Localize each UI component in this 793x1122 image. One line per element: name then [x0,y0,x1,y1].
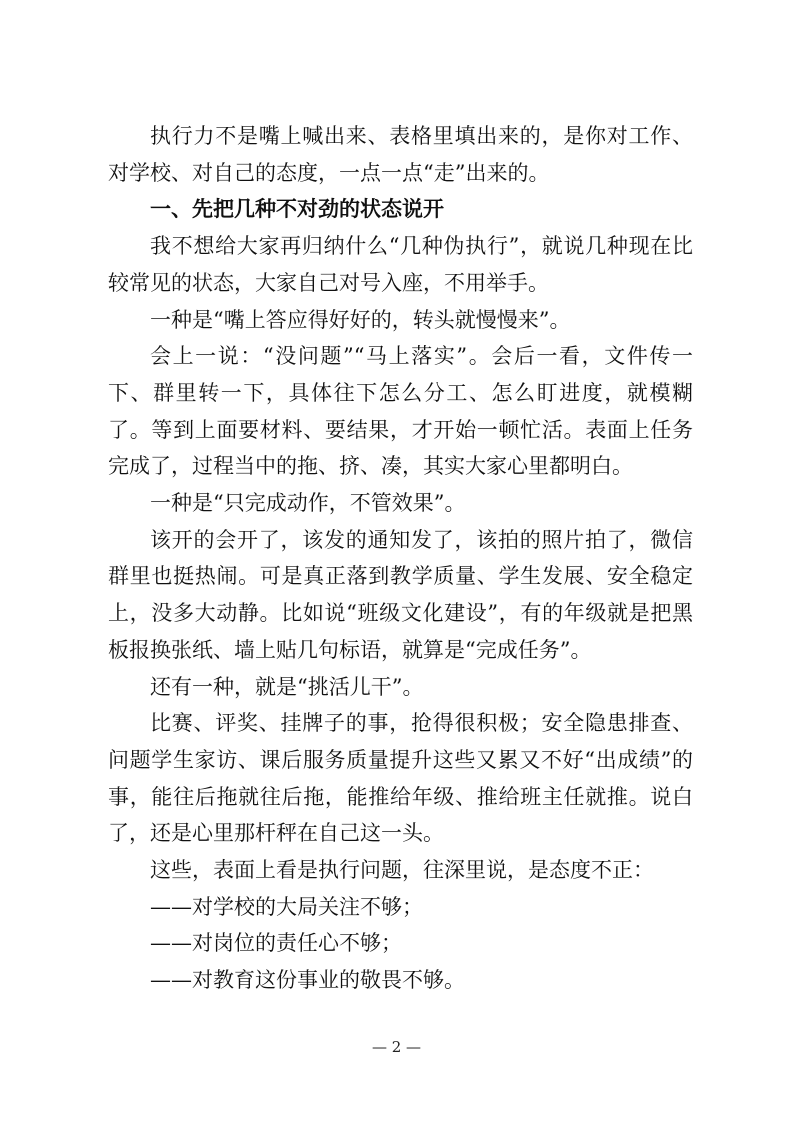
paragraph: 比赛、评奖、挂牌子的事，抢得很积极；安全隐患排查、问题学生家访、课后服务质量提升这些又累又不好“出成绩”的事，能往后拖就往后拖，能推给年级、推给班主任就推。说白了，还是心里那杆秤在自己这一头。 [108,711,693,846]
paragraph: 一种是“嘴上答应得好好的，转头就慢慢来”。 [150,307,571,332]
section-heading: 一、先把几种不对劲的状态说开 [150,197,444,222]
list-item: ——对学校的大局关注不够； [150,894,423,919]
document-body [108,118,693,999]
page-number: — 2 — [371,1038,422,1056]
list-item: ——对岗位的责任心不够； [150,931,402,956]
paragraph: 这些，表面上看是执行问题，往深里说，是态度不正： [150,858,654,883]
paragraph: 会上一说：“没问题”“马上落实”。会后一看，文件传一下、群里转一下，具体往下怎么分工、怎么盯进度，就模糊了。等到上面要材料、要结果，才开始一顿忙活。表面上任务完成了，过程当中的拖、挤、凑，其实大家心里都明白。 [108,344,693,479]
paragraph: 还有一种，就是“挑活儿干”。 [150,674,424,699]
paragraph: 一种是“只完成动作，不管效果”。 [150,491,466,516]
paragraph: 该开的会开了，该发的通知发了，该拍的照片拍了，微信群里也挺热闹。可是真正落到教学质量、学生发展、安全稳定上，没多大动静。比如说“班级文化建设”，有的年级就是把黑板报换张纸、墙上贴几句标语，就算是“完成任务”。 [108,527,693,662]
paragraph: 我不想给大家再归纳什么“几种伪执行”，就说几种现在比较常见的状态，大家自己对号入座，不用举手。 [108,234,693,295]
list-item: ——对教育这份事业的敬畏不够。 [150,968,465,993]
paragraph: 执行力不是嘴上喊出来、表格里填出来的，是你对工作、对学校、对自己的态度，一点一点“走”出来的。 [108,124,693,185]
